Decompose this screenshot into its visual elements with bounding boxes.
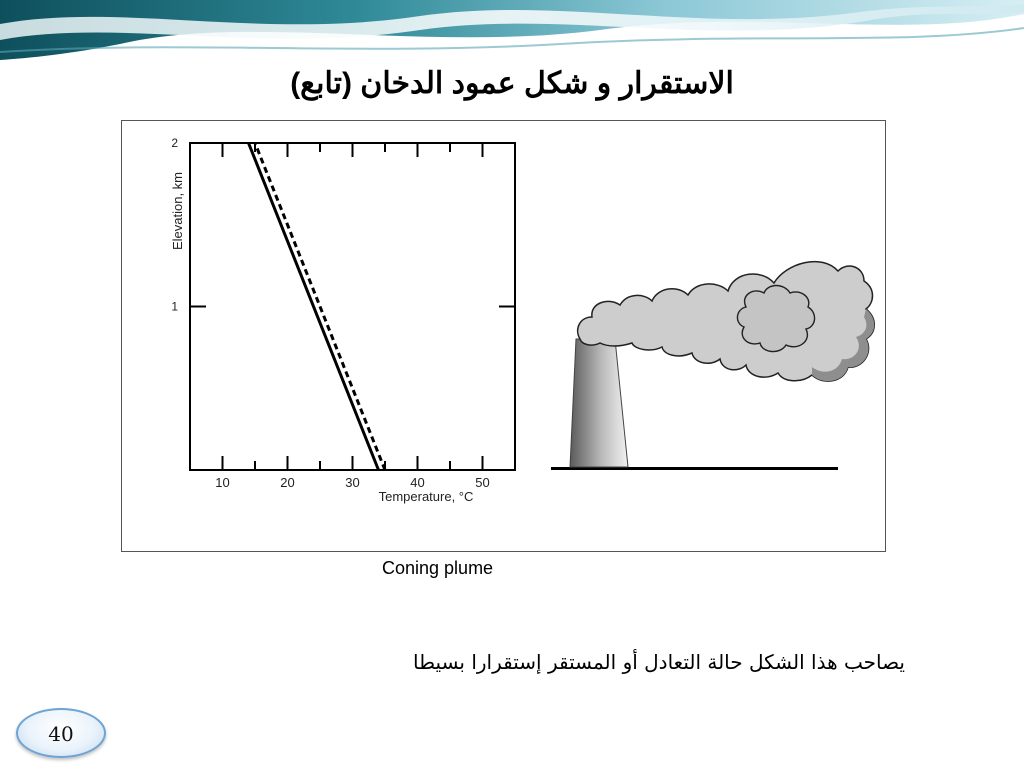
y-tick-label: 2: [171, 136, 178, 150]
x-tick-label: 20: [280, 475, 295, 490]
smokestack: [570, 339, 628, 467]
page-number: 40: [48, 722, 74, 746]
coning-plume-figure: [122, 121, 885, 551]
y-tick-label: 1: [171, 299, 178, 314]
figure-caption: Coning plume: [382, 558, 494, 578]
y-axis-label: Elevation, km: [170, 171, 185, 251]
x-axis-label: Temperature, °C: [378, 489, 474, 504]
temperature-elevation-chart: [170, 136, 515, 504]
x-tick-label: 40: [410, 475, 425, 490]
page-number-badge: [16, 708, 106, 758]
x-tick-label: 50: [475, 475, 490, 490]
header-banner: [0, 0, 1024, 64]
x-tick-label: 30: [345, 475, 360, 490]
slide-title: الاستقرار و شكل عمود الدخان (تابع): [290, 67, 734, 100]
figure-frame: [121, 120, 886, 552]
smokestack-illustration: [551, 262, 874, 470]
x-tick-label: 10: [215, 475, 230, 490]
smoke-plume: [578, 262, 875, 382]
plot-frame: [190, 143, 515, 470]
body-text: يصاحب هذا الشكل حالة التعادل أو المستقر إستقرارا بسيطا: [413, 650, 905, 674]
